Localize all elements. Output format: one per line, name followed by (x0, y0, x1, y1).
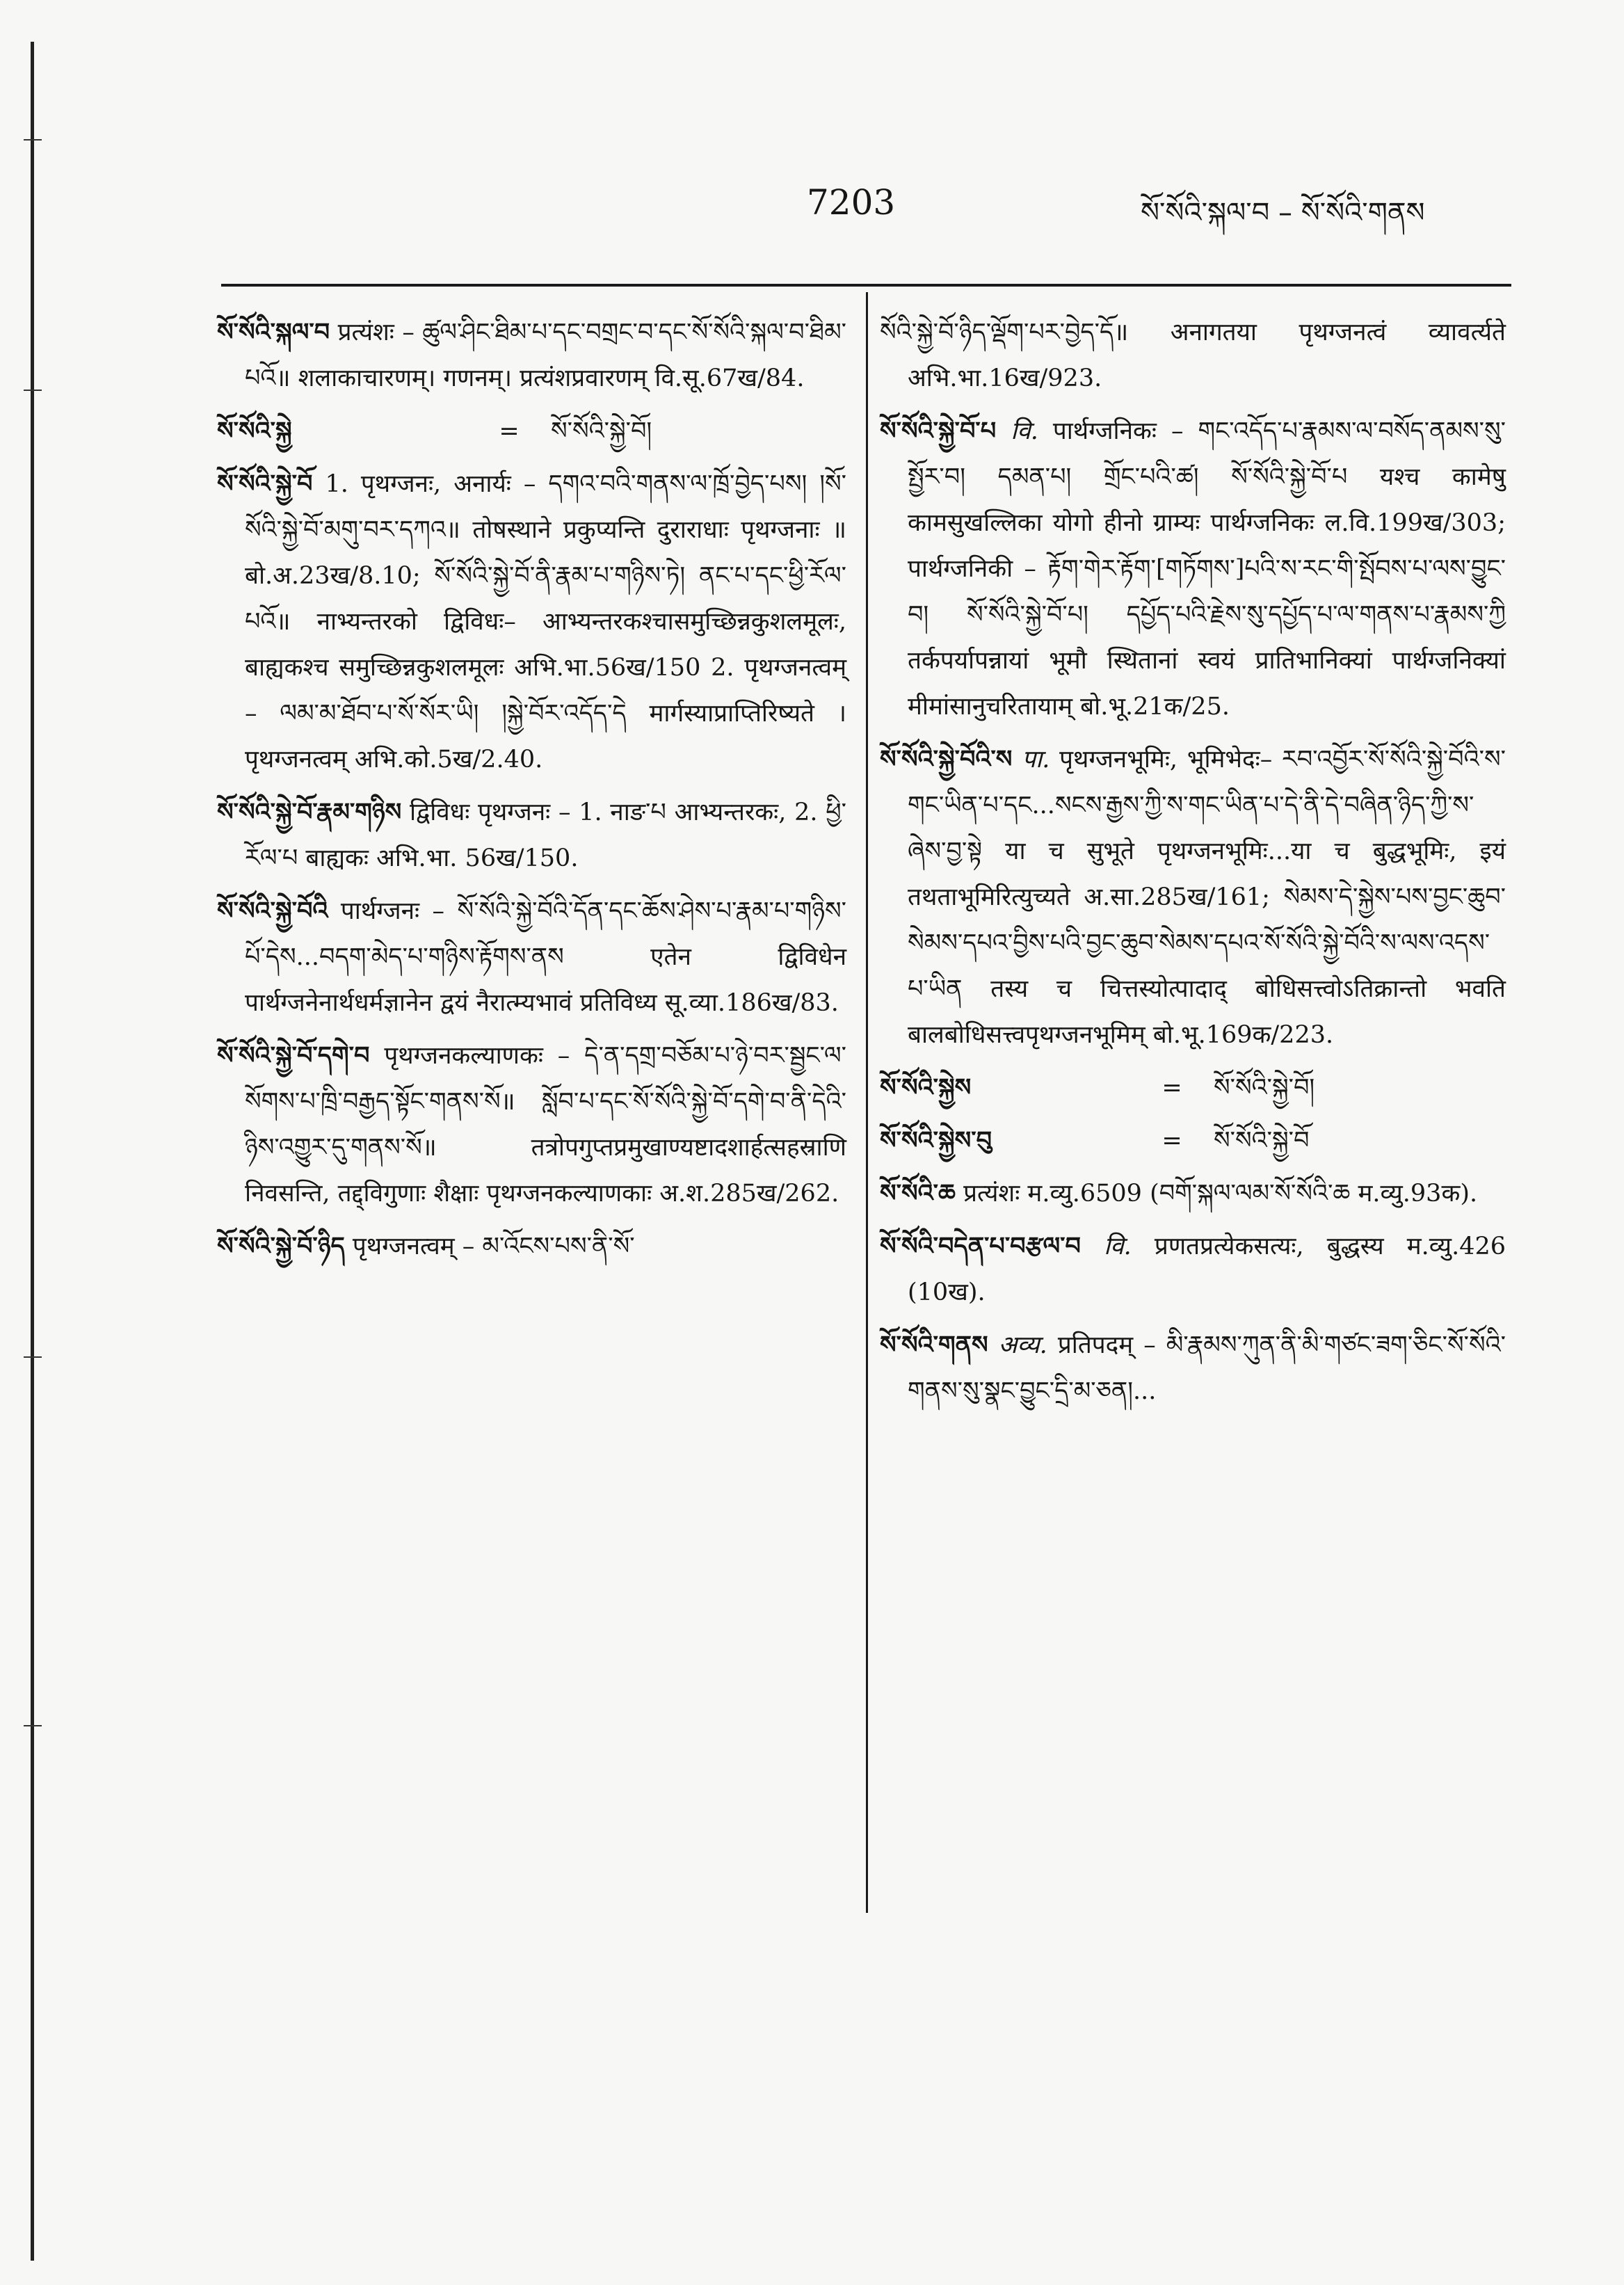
entry-definition: प्रत्यंशः म.व्यु.6509 (བགོ་སྐལ་ལམ་སོ་སོའི་ཆ म.व्यु.93क). (963, 1180, 1478, 1208)
dictionary-entry (217, 408, 846, 454)
dictionary-entry (880, 310, 1506, 401)
entry-definition: पृथग्जनत्वम् – མ་འོངས་པས་ནི་སོ་ (352, 1233, 635, 1260)
binding-tick (24, 1356, 42, 1358)
header-rule (221, 284, 1511, 287)
headword: སོ་སོའི་སྐྱེ་བོ་དགེ་བ (217, 1042, 370, 1070)
cross-reference-target: སོ་སོའི་སྐྱེ་བོ། (1214, 1074, 1315, 1102)
column-divider (866, 292, 868, 1913)
entry-definition: 1. पृथग्जनः, अनार्यः – དགའ་བའི་གནས་ལ་ཁྲོ་བྱེད་པས། །སོ་སོའི་སྐྱེ་བོ་མགུ་བར་དཀའ॥ तोषस्थाने प्रकुप्यन्ति दुराराधाः पृथग्जनाः ॥ बो.अ.23ख/8.10; སོ་སོའི་སྐྱེ་བོ་ནི་རྣམ་པ་གཉིས་ཏེ། ནང་པ་དང་ཕྱི་རོལ་པའོ॥ नाभ्यन्तरको द्विविधः– आभ्यन्तरकश्चासमुच्छिन्नकुशलमूलः, बाह्यकश्च समुच्छिन्नकुशलमूलः अभि.भा.56ख/150 2. पृथग्जनत्वम् – ལམ་མ་ཐོབ་པ་སོ་སོར་ཡི། །སྐྱེ་བོར་འདོད་དེ मार्गस्याप्राप्तिरिष्यते । पृथग्जनत्वम् अभि.को.5ख/2.40. (245, 470, 846, 773)
headword: སོ་སོའི་སྐྱེས (880, 1074, 972, 1102)
headword: སོ་སོའི་སྐྱེ་བོ་པ (880, 417, 997, 445)
dictionary-entry (217, 1224, 846, 1269)
entry-definition: पार्थग्जनः – སོ་སོའི་སྐྱེ་བོའི་དོན་དང་ཆོས་ཤེས་པ་རྣམ་པ་གཉིས་པོ་དེས...བདག་མེད་པ་གཉིས་རྟོགས་ནས एतेन द्विविधेन पार्थग्जनेनार्थधर्मज्ञानेन द्वयं नैरात्म्यभावं प्रतिविध्य सू.व्या.186ख/83. (245, 897, 846, 1017)
grammatical-abbreviation: वि. (1011, 417, 1038, 445)
dictionary-entry (217, 888, 846, 1026)
binding-edge (31, 42, 34, 2261)
equals-sign: = (1161, 1127, 1182, 1155)
dictionary-entry (217, 1033, 846, 1217)
binding-tick (24, 1725, 42, 1726)
dictionary-entry (880, 408, 1506, 730)
headword: སོ་སོའི་སྐལ་བ (217, 319, 330, 346)
headword: སོ་སོའི་སྐྱེས་བུ (880, 1127, 992, 1155)
equals-sign: = (1161, 1074, 1182, 1102)
headword: སོ་སོའི་སྐྱེ (217, 417, 292, 445)
entry-definition: प्रणतप्रत्येकसत्यः, बुद्धस्य म.व्यु.426 (10ख). (908, 1233, 1506, 1306)
dictionary-entry (880, 737, 1506, 1058)
dictionary-entry (880, 1322, 1506, 1414)
dictionary-entry (217, 789, 846, 881)
grammatical-abbreviation: वि. (1104, 1233, 1132, 1260)
cross-reference-target: སོ་སོའི་སྐྱེ་བོ། (551, 417, 652, 445)
grammatical-abbreviation: अव्य. (998, 1331, 1047, 1359)
entry-definition: पृथग्जनकल्याणकः – དེ་ན་དགྲ་བཅོམ་པ་ཉེ་བར་སྦྱང་ལ་སོགས་པ་ཁྲི་བརྒྱད་སྟོང་གནས་སོ॥ སློབ་པ་དང་སོ་སོའི་སྐྱེ་བོ་དགེ་བ་ནི་དེའི་ཉིས་འགྱུར་དུ་གནས་སོ॥ तत्रोपगुप्तप्रमुखाण्यष्टादशार्हत्सहस्राणि निवसन्ति, तद्द्विगुणाः शैक्षाः पृथग्जनकल्याणकाः अ.श.285ख/262. (245, 1042, 846, 1208)
dictionary-entry (217, 310, 846, 401)
equals-sign: = (499, 417, 520, 445)
headword: སོ་སོའི་སྐྱེ་བོ (217, 470, 313, 498)
headword: སོ་སོའི་གནས (880, 1331, 988, 1359)
entry-definition: पृथग्जनभूमिः, भूमिभेदः– རབ་འབྱོར་སོ་སོའི་སྐྱེ་བོའི་ས་གང་ཡིན་པ་དང...སངས་རྒྱས་ཀྱི་ས་གང་ཡིན་པ་དེ་ནི་དེ་བཞིན་ཉིད་ཀྱི་ས་ཞེས་བྱ་སྟེ या च सुभूते पृथग्जनभूमिः...या च बुद्धभूमिः, इयं तथताभूमिरित्युच्यते अ.सा.285ख/161; སེམས་དེ་སྐྱེས་པས་བྱང་ཆུབ་སེམས་དཔའ་བྱིས་པའི་བྱང་ཆུབ་སེམས་དཔའ་སོ་སོའི་སྐྱེ་བོའི་ས་ལས་འདས་པ་ཡིན तस्य च चित्तस्योत्पादाद् बोधिसत्त्वोऽतिक्रान्तो भवति बालबोधिसत्त्वपृथग्जनभूमिम् बो.भू.169क/223. (908, 746, 1506, 1049)
headword: སོ་སོའི་སྐྱེ་བོ་ཉིད (217, 1233, 345, 1260)
headword: སོ་སོའི་སྐྱེ་བོའི (217, 897, 328, 925)
running-head: སོ་སོའི་སྐལ་བ – སོ་སོའི་གནས (1141, 197, 1425, 229)
left-column (217, 310, 846, 1276)
headword: སོ་སོའི་སྐྱེ་བོའི་ས (880, 746, 1013, 773)
dictionary-entry (880, 1118, 1506, 1164)
cross-reference-target: སོ་སོའི་སྐྱེ་བོ (1214, 1127, 1310, 1155)
entry-definition: प्रतिपदम् – མི་རྣམས་ཀུན་ནི་མི་གཙང་ཟག་ཅིང་སོ་སོའི་གནས་སུ་སྣང་བྱུང་དྲི་མ་ཅན།... (908, 1331, 1506, 1405)
dictionary-entry (880, 1171, 1506, 1217)
dictionary-entry (217, 461, 846, 783)
binding-tick (24, 390, 42, 391)
dictionary-entry (880, 1224, 1506, 1315)
page-number: 7203 (807, 182, 896, 223)
binding-tick (24, 139, 42, 141)
entry-definition: पार्थग्जनिकः – གང་འདོད་པ་རྣམས་ལ་བསོད་ནམས་སུ་སྤྱོར་བ། དམན་པ། གྲོང་པའི་ཚ། སོ་སོའི་སྐྱེ་བོ་པ यश्च कामेषु कामसुखल्लिका योगो हीनो ग्राम्यः पार्थग्जनिकः ल.वि.199ख/303; पार्थग्जनिकी – རྟོག་གེར་རྟོག་[གཏོགས་]པའི་ས་རང་གི་སྤོབས་པ་ལས་བྱུང་བ། སོ་སོའི་སྐྱེ་བོ་པ། དཔྱོད་པའི་རྗེས་སུ་དཔྱོད་པ་ལ་གནས་པ་རྣམས་ཀྱི तर्कपर्यापन्नायां भूमौ स्थितानां स्वयं प्रातिभानिक्यां पार्थग्जनिक्यां मीमांसानुचरितायाम् बो.भू.21क/25. (908, 417, 1506, 721)
entry-definition: द्विविधः पृथग्जनः – 1. नाङ་པ आभ्यन्तरकः, 2. ཕྱི་རོལ་པ बाह्यकः अभि.भा. 56ख/150. (245, 799, 846, 872)
grammatical-abbreviation: पा. (1022, 746, 1050, 773)
headword: སོ་སོའི་བདེན་པ་བརྩལ་བ (880, 1233, 1081, 1260)
entry-definition: སོའི་སྐྱེ་བོ་ཉིད་ལྡོག་པར་བྱེད་དོ॥ अनागतया पृथग्जनत्वं व्यावर्त्यते अभि.भा.16ख/923. (880, 319, 1506, 392)
headword: སོ་སོའི་སྐྱེ་བོ་རྣམ་གཉིས (217, 799, 402, 826)
entry-definition: प्रत्यंशः – ཚུལ་ཤིང་ཐིམ་པ་དང་བགྲང་བ་དང་སོ་སོའི་སྐལ་བ་ཐིམ་པའོ॥ शलाकाचारणम्। गणनम्। प्रत्यंशप्रवारणम् वि.सू.67ख/84. (245, 319, 846, 392)
right-column (880, 310, 1506, 1421)
dictionary-entry (880, 1065, 1506, 1111)
headword: སོ་སོའི་ཆ (880, 1180, 956, 1208)
